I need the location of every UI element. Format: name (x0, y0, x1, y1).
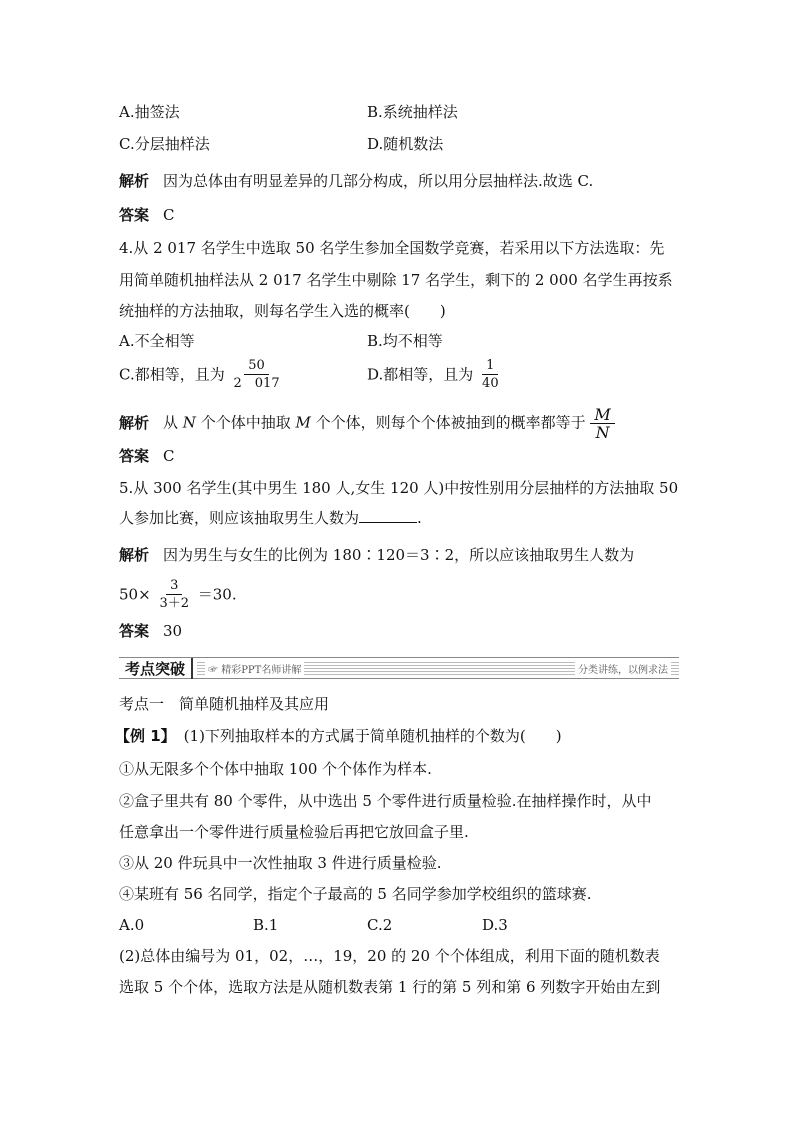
answer-value: C (163, 447, 175, 465)
fraction-numerator: 1 (482, 357, 498, 375)
fraction-numerator: 3 (166, 577, 182, 595)
q3-option-d: D.随机数法 (367, 135, 444, 153)
banner-title: 考点突破 (119, 658, 193, 679)
solution-label: 解析 (119, 413, 150, 432)
banner-left-text: ☞ 精彩PPT名师讲解 (205, 661, 304, 676)
q5-stem-line2-text: 人参加比赛，则应该抽取男生人数为 (119, 509, 360, 527)
q4-stem-line1: 4.从 2 017 名学生中选取 50 名学生参加全国数学竞赛，若采用以下方法选取：先 (119, 239, 665, 257)
example-option-a: A.0 (119, 916, 145, 934)
calc-prefix: 50× (119, 585, 151, 604)
q4-option-c-text: C.都相等，且为 (119, 365, 225, 384)
q3-solution (119, 171, 593, 191)
item-2-line1: ②盒子里共有 80 个零件，从中选出 5 个零件进行质量检验.在抽样操作时，从中 (119, 792, 652, 810)
q3-option-c: C.分层抽样法 (119, 135, 210, 153)
variable-n: N (182, 413, 196, 432)
q4-option-d-text: D.都相等，且为 (367, 365, 474, 384)
fraction (590, 406, 614, 441)
example-1-part-2-line2: 选取 5 个个体，选取方法是从随机数表第 1 行的第 5 列和第 6 列数字开始由左到 (119, 978, 661, 996)
q5-answer (119, 621, 182, 641)
example-1-part-2-line1: (2)总体由编号为 01，02，…，19，20 的 20 个个体组成，利用下面的随机数表 (119, 947, 660, 965)
fraction-numerator: 50 (244, 357, 269, 375)
calc-suffix: ＝30. (197, 585, 237, 604)
answer-label: 答案 (119, 622, 150, 640)
example-option-b: B.1 (253, 916, 279, 934)
item-3: ③从 20 件玩具中一次性抽取 3 件进行质量检验. (119, 854, 442, 872)
answer-value: C (163, 206, 175, 224)
q4-option-d (367, 357, 503, 392)
answer-label: 答案 (119, 206, 150, 224)
answer-value: 30 (163, 622, 183, 640)
fraction-denominator: 40 (482, 376, 499, 391)
fraction-denominator: 3＋2 (159, 596, 189, 611)
item-4: ④某班有 56 名同学，指定个子最高的 5 名同学参加学校组织的篮球赛. (119, 885, 592, 903)
item-1: ①从无限多个个体中抽取 100 个个体作为样本. (119, 760, 432, 778)
q3-answer (119, 205, 175, 225)
q3-option-b: B.系统抽样法 (367, 103, 458, 121)
fraction-denominator: N (595, 423, 610, 442)
q5-calculation (119, 577, 237, 612)
example-label: 【例 1】 (115, 727, 176, 745)
q5-stem-line1: 5.从 300 名学生(其中男生 180 人,女生 120 人)中按性别用分层抽样的方法抽取 50 (119, 479, 679, 497)
solution-text-2: 个个体中抽取 (195, 413, 296, 432)
q4-answer (119, 446, 175, 466)
section-heading: 考点一 简单随机抽样及其应用 (119, 695, 330, 713)
q4-option-c (119, 357, 284, 392)
solution-text-1: 从 (163, 413, 183, 432)
q3-option-a: A.抽签法 (119, 103, 180, 121)
banner-stripe (197, 661, 679, 675)
q5-solution (119, 545, 634, 565)
solution-text-3: 个个体，则每个个体被抽到的概率都等于 (310, 413, 586, 432)
q5-stem-line2-end: . (417, 509, 422, 527)
example-option-c: C.2 (367, 916, 393, 934)
q4-option-b: B.均不相等 (367, 332, 443, 350)
solution-label: 解析 (119, 546, 150, 564)
item-2-line2: 任意拿出一个零件进行质量检验后再把它放回盒子里. (119, 823, 469, 841)
answer-label: 答案 (119, 447, 150, 465)
example-question: (1)下列抽取样本的方式属于简单随机抽样的个数为( ) (183, 727, 562, 745)
q5-stem-line2 (119, 508, 422, 528)
section-banner (119, 657, 679, 679)
solution-text: 因为男生与女生的比例为 180∶120＝3∶2，所以应该抽取男生人数为 (163, 546, 635, 564)
variable-m: M (295, 413, 311, 432)
fraction-denominator: 2 017 (233, 376, 280, 391)
solution-label: 解析 (119, 172, 150, 190)
q4-stem-line3: 统抽样的方法抽取，则每名学生入选的概率( ) (119, 302, 446, 320)
fraction (230, 357, 284, 392)
q4-solution (119, 406, 615, 441)
q4-stem-line2: 用简单随机抽样法从 2 017 名学生中剔除 17 名学生，剩下的 2 000 名学生再按系 (119, 271, 673, 289)
fraction (155, 577, 193, 612)
banner-right-text: 分类讲练，以例求法 (575, 661, 671, 676)
example-1-part-1 (115, 726, 562, 746)
fraction-numerator: M (590, 406, 614, 424)
fraction (478, 357, 503, 392)
q4-option-a: A.不全相等 (119, 332, 195, 350)
answer-blank (359, 508, 417, 523)
solution-text: 因为总体由有明显差异的几部分构成，所以用分层抽样法.故选 C. (163, 172, 594, 190)
example-option-d: D.3 (482, 916, 508, 934)
